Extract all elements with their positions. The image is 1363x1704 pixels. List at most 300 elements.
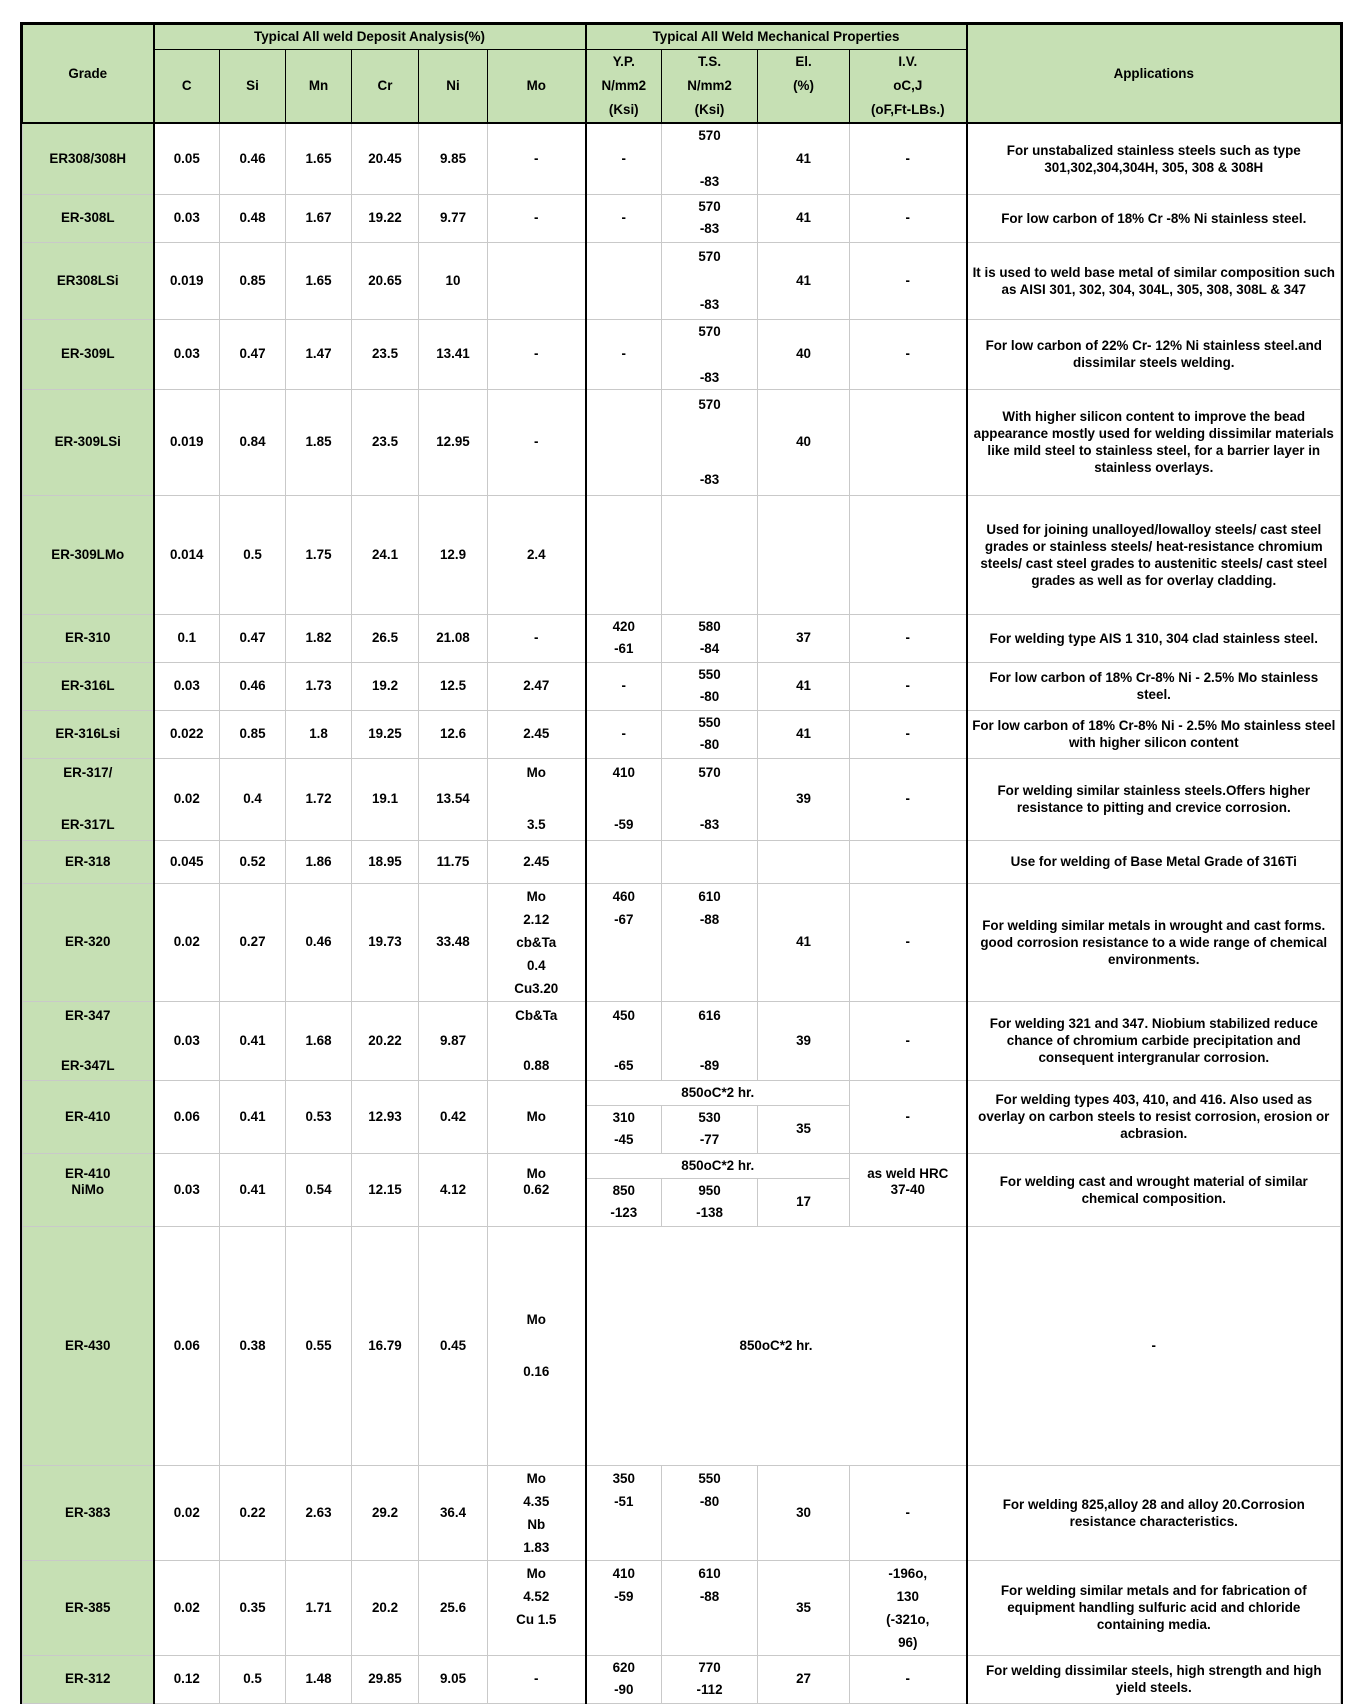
cell-iv: - [850,319,967,389]
cell-iv: - [850,883,967,1001]
cell-iv: - [850,614,967,662]
cell-ts-line [664,954,755,977]
grade-cell-line: ER-317L [60,817,115,832]
table-row [23,123,1341,194]
cell-mo: - [488,123,586,194]
cell-mn: 1.72 [286,758,352,840]
cell-ts-line: 570 [698,248,721,264]
cell-si: 0.47 [220,319,286,389]
application-cell: For welding cast and wrought material of similar chemical composition. [967,1153,1341,1226]
application-cell: For unstabalized stainless steels such as type 301,302,304,304H, 305, 308 & 308H [967,123,1341,194]
cell-ts-line: 616 [698,1008,721,1023]
grade-cell-line [25,786,151,812]
grade-cell: ER-309LMo [23,495,154,614]
cell-ni: 9.77 [419,194,488,242]
cell-si: 0.35 [220,1560,286,1655]
cell-yp [586,1465,662,1560]
cell-mn: 1.82 [286,614,352,662]
cell-iv: - [850,194,967,242]
cell-cr: 20.45 [352,123,419,194]
cell-yp-line: -90 [614,1682,634,1697]
cell-si: 0.85 [220,242,286,319]
grade-cell: ER-308L [23,194,154,242]
cell-el: 37 [758,614,850,662]
cell-cr: 26.5 [352,614,419,662]
cell-mo-line: 3.5 [526,817,546,832]
cell-yp-line: -123 [610,1205,638,1220]
weld-properties-table [22,24,1341,1704]
cell-ts [662,1178,758,1226]
cell-yp-line: 420 [612,619,635,634]
cell-yp-line: 350 [612,1470,635,1486]
cell-yp [586,883,662,1001]
header-si: Si [220,50,286,124]
cell-c: 0.019 [154,242,220,319]
cell-mo: - [488,194,586,242]
cell-mn: 1.85 [286,389,352,495]
grade-cell: ER-383 [23,1465,154,1560]
cell-mo-line: Mo [526,1470,546,1486]
cell-mo-line: Cb&Ta [515,1008,558,1023]
cell-mo-line: 0.4 [526,957,546,973]
cell-mn: 0.54 [286,1153,352,1226]
cell-yp-line: -61 [614,641,634,656]
cell-ts-line: -80 [699,689,720,704]
cell-cr: 29.85 [352,1655,419,1703]
cell-iv-line: -196o, [888,1565,928,1581]
cell-c: 0.03 [154,194,220,242]
header-el-label: El. [795,54,812,69]
cell-mn: 1.65 [286,242,352,319]
grade-cell [23,1001,154,1080]
cell-ts [662,389,758,495]
cell-ts-line: -80 [699,1493,720,1509]
cell-c: 0.1 [154,614,220,662]
cell-c: 0.05 [154,123,220,194]
cell-iv-line: 37-40 [890,1181,925,1197]
cell-mn: 0.53 [286,1080,352,1153]
cell-c: 0.03 [154,319,220,389]
table-row [23,840,1341,883]
cell-si: 0.4 [220,758,286,840]
grade-cell: ER-316Lsi [23,710,154,758]
cell-el: 39 [758,1001,850,1080]
cell-ts [662,1655,758,1703]
cell-el: 41 [758,123,850,194]
application-cell: For welding 321 and 347. Niobium stabilized reduce chance of chromium carbide precipitation and consequent intergranular corrosion. [967,1001,1341,1080]
cell-ni: 10 [419,242,488,319]
cell-yp [586,1655,662,1703]
cell-ts-line [664,343,755,366]
header-iv-fahrenheit: (oF,Ft-LBs.) [870,102,945,117]
cell-cr: 19.2 [352,662,419,710]
cell-mo-line [490,1028,583,1053]
cell-mo-line [490,1198,583,1214]
cell-iv: - [850,1465,967,1560]
header-yp [586,50,662,75]
cell-ts-line: -83 [699,472,720,487]
table-row [23,758,1341,840]
cell-c: 0.03 [154,1153,220,1226]
cell-ni: 9.05 [419,1655,488,1703]
cell-mn: 0.46 [286,883,352,1001]
grade-cell: ER-309LSi [23,389,154,495]
cell-yp: - [586,710,662,758]
cell-ts [662,758,758,840]
cell-ts-line: 550 [698,1470,721,1486]
cell-yp-line: 410 [612,765,635,780]
cell-el: 39 [758,758,850,840]
grade-cell-line [25,1198,151,1214]
cell-yp [586,1105,662,1153]
application-cell: For welding types 403, 410, and 416. Also used as overlay on carbon steels to resist corrosion, erosion or acbrasion. [967,1080,1341,1153]
cell-mo [488,1153,586,1226]
grade-cell-line: ER-317/ [63,765,113,780]
table-row [23,710,1341,758]
grade-cell-line: ER-410 [65,1165,111,1181]
cell-mo: 2.45 [488,710,586,758]
cell-ni: 9.87 [419,1001,488,1080]
cell-cr: 19.73 [352,883,419,1001]
cell-mo-line: Cu 1.5 [516,1611,557,1627]
cell-mo-line: Mo [526,1165,546,1181]
cell-ts-line: 610 [698,1565,721,1581]
header-cr: Cr [352,50,419,124]
cell-cr: 12.15 [352,1153,419,1226]
cell-ni: 12.9 [419,495,488,614]
grade-cell-line: NiMo [71,1181,105,1197]
cell-ts-line: 770 [698,1660,721,1675]
cell-c: 0.03 [154,662,220,710]
cell-mn: 1.86 [286,840,352,883]
cell-mn: 1.67 [286,194,352,242]
cell-mn: 2.63 [286,1465,352,1560]
cell-si: 0.46 [220,662,286,710]
cell-si: 0.22 [220,1465,286,1560]
cell-iv: - [850,1080,967,1153]
header-applications: Applications [967,25,1341,124]
header-iv-label: I.V. [898,54,918,69]
grade-cell: ER-385 [23,1560,154,1655]
cell-cr: 19.22 [352,194,419,242]
cell-ts-line [664,786,755,812]
cell-mo [488,1465,586,1560]
cell-yp-line [589,786,660,812]
cell-c: 0.014 [154,495,220,614]
cell-yp [586,1178,662,1226]
header-mn: Mn [286,50,352,124]
cell-ts-line: -83 [699,296,720,312]
cell-yp-line: 410 [612,1565,635,1581]
cell-el: 41 [758,242,850,319]
cell-iv-line: as weld HRC [867,1165,949,1181]
cell-ts [662,1465,758,1560]
cell-mo-line: 4.52 [523,1588,550,1604]
cell-mo-line: Mo [526,1311,546,1327]
cell-ni: 36.4 [419,1465,488,1560]
table-row [23,1226,1341,1465]
cell-ts-line: 570 [698,128,721,144]
table-row [23,883,1341,1001]
grade-cell-line: ER-347 [65,1008,111,1023]
cell-el: 41 [758,883,850,1001]
cell-el: 40 [758,389,850,495]
cell-cr: 23.5 [352,319,419,389]
cell-si: 0.27 [220,883,286,1001]
grade-cell: ER-318 [23,840,154,883]
grade-cell: ER308LSi [23,242,154,319]
cell-ni: 33.48 [419,883,488,1001]
cell-mo-line [490,786,583,812]
cell-ts-line [664,417,755,442]
cell-el: 27 [758,1655,850,1703]
cell-yp-line [589,977,660,1000]
cell-iv: - [850,710,967,758]
table-row [23,614,1341,662]
cell-cr: 20.2 [352,1560,419,1655]
cell-ts [662,123,758,194]
cell-mo [488,1560,586,1655]
cell-el [758,840,850,883]
cell-mo [488,1001,586,1080]
cell-iv: - [850,123,967,194]
cell-ts-line: -138 [696,1205,723,1220]
cell-el: 41 [758,662,850,710]
table-row [23,1465,1341,1560]
cell-yp-line: 850 [612,1183,635,1198]
cell-si: 0.5 [220,1655,286,1703]
cell-c: 0.02 [154,883,220,1001]
cell-ts [662,194,758,242]
cell-iv-line: 130 [896,1588,919,1604]
table-body [23,123,1341,1703]
cell-yp [586,840,662,883]
application-cell: For welding 825,alloy 28 and alloy 20.Corrosion resistance characteristics. [967,1465,1341,1560]
header-yp-units [586,74,662,123]
cell-ts-line [664,442,755,467]
cell-ts-line: -77 [699,1132,720,1147]
cell-mo: - [488,1655,586,1703]
table-row [23,662,1341,710]
application-cell: With higher silicon content to improve the bead appearance mostly used for welding dissimilar materials like mild steel to stainless steel, for a barrier layer in stainless overlays. [967,389,1341,495]
heat-treatment-cell: 850oC*2 hr. [586,1153,850,1178]
cell-mo-line: 0.16 [523,1363,550,1379]
cell-ts-line: -80 [699,737,720,752]
cell-mo: 2.45 [488,840,586,883]
application-cell: Used for joining unalloyed/lowalloy steels/ cast steel grades or stainless steels/ heat-resistance chromium steels/ cast steel grades to austenitic steels/ cast steel grades as well as for overlay cladding. [967,495,1341,614]
cell-mo-line: 0.88 [523,1058,550,1073]
cell-mo: - [488,614,586,662]
cell-mo-line: Nb [527,1516,546,1532]
cell-ts-line [664,1028,755,1053]
cell-ts [662,662,758,710]
cell-ts [662,1001,758,1080]
cell-mo-line: Mo [526,765,546,780]
cell-cr: 18.95 [352,840,419,883]
header-ts-unit: N/mm2 [687,78,732,93]
cell-iv: - [967,1226,1341,1465]
header-iv [850,50,967,75]
table-header [23,25,1341,124]
cell-yp [586,389,662,495]
cell-cr: 23.5 [352,389,419,495]
cell-cr: 16.79 [352,1226,419,1465]
header-ts-ksi: (Ksi) [694,102,725,117]
application-cell: For welding dissimilar steels, high strength and high yield steels. [967,1655,1341,1703]
cell-mn: 1.73 [286,662,352,710]
cell-mn: 1.65 [286,123,352,194]
cell-cr: 12.93 [352,1080,419,1153]
cell-si: 0.41 [220,1153,286,1226]
application-cell: It is used to weld base metal of similar composition such as AISI 301, 302, 304, 304L, 305, 308, 308L & 347 [967,242,1341,319]
cell-mo-line: 1.83 [523,1539,550,1555]
cell-yp-line: -59 [614,1588,634,1604]
cell-cr: 19.25 [352,710,419,758]
cell-iv [850,495,967,614]
table-row [23,194,1341,242]
cell-yp: - [586,123,662,194]
cell-ts-line [664,147,755,170]
cell-ni: 9.85 [419,123,488,194]
application-cell: For low carbon of 22% Cr- 12% Ni stainless steel.and dissimilar steels welding. [967,319,1341,389]
cell-iv-line: (-321o, [886,1611,930,1627]
cell-ts-line [664,977,755,1000]
cell-yp-line: 620 [612,1660,635,1675]
cell-mo [488,1226,586,1465]
cell-c: 0.02 [154,1465,220,1560]
grade-cell-line: ER-347L [60,1058,115,1073]
grade-cell: ER-312 [23,1655,154,1703]
header-ts-units [662,74,758,123]
cell-mo-line: Mo [526,888,546,904]
cell-ts-line: -112 [696,1682,723,1697]
cell-c: 0.019 [154,389,220,495]
cell-mn: 1.8 [286,710,352,758]
cell-yp [586,758,662,840]
cell-iv: - [850,1001,967,1080]
cell-ni: 25.6 [419,1560,488,1655]
table-row [23,495,1341,614]
header-ts [662,50,758,75]
cell-ni: 0.42 [419,1080,488,1153]
grade-cell: ER308/308H [23,123,154,194]
cell-el: 41 [758,710,850,758]
cell-mo: Mo [488,1080,586,1153]
header-mech-group: Typical All Weld Mechanical Properties [586,25,967,50]
cell-yp-line [589,1513,660,1536]
cell-iv [850,1560,967,1655]
cell-ts-line: -83 [699,221,720,236]
cell-iv: - [850,758,967,840]
grade-cell: ER-410 [23,1080,154,1153]
cell-yp [586,1560,662,1655]
heat-treatment-cell: 850oC*2 hr. [586,1080,850,1105]
cell-ts [662,1560,758,1655]
cell-ni: 12.95 [419,389,488,495]
cell-cr: 29.2 [352,1465,419,1560]
grade-cell [23,1153,154,1226]
cell-yp-line: -65 [614,1058,634,1073]
cell-yp-line: -59 [614,817,634,832]
cell-ni: 4.12 [419,1153,488,1226]
cell-ts [662,319,758,389]
cell-mo [488,883,586,1001]
cell-ts-line [664,269,755,293]
cell-si: 0.38 [220,1226,286,1465]
application-cell: For welding type AIS 1 310, 304 clad stainless steel. [967,614,1341,662]
cell-ts-line: -83 [699,817,720,832]
cell-si: 0.41 [220,1001,286,1080]
cell-el: 35 [758,1105,850,1153]
cell-iv-line [852,1198,964,1214]
cell-mo-line: cb&Ta [516,934,557,950]
grade-cell-line [25,1028,151,1053]
table-row [23,1153,1341,1178]
cell-mo-line: 0.62 [523,1181,550,1197]
grade-cell: ER-320 [23,883,154,1001]
cell-ni: 13.54 [419,758,488,840]
cell-yp [586,495,662,614]
cell-yp-line: 450 [612,1008,635,1023]
cell-yp [586,614,662,662]
cell-ts-line [664,1536,755,1559]
cell-yp [586,242,662,319]
cell-ts-line [664,1608,755,1631]
table-row [23,1560,1341,1655]
cell-mo-line: Mo [526,1565,546,1581]
cell-yp-line: -51 [614,1493,634,1509]
table-row [23,1080,1341,1105]
cell-iv-line: 96) [898,1634,918,1650]
cell-el: 35 [758,1560,850,1655]
table-row [23,242,1341,319]
cell-mo: 2.47 [488,662,586,710]
header-yp-label: Y.P. [612,54,635,69]
cell-mo [488,758,586,840]
table-row [23,1655,1341,1703]
cell-ts [662,614,758,662]
cell-yp-line [589,1631,660,1654]
cell-ts [662,1105,758,1153]
application-cell: For welding similar metals in wrought and cast forms. good corrosion resistance to a wide range of chemical environments. [967,883,1341,1001]
application-cell: For welding similar stainless steels.Offers higher resistance to pitting and crevice corrosion. [967,758,1341,840]
cell-ts-line: -88 [699,1588,720,1604]
cell-si: 0.41 [220,1080,286,1153]
cell-c: 0.02 [154,758,220,840]
cell-ni: 11.75 [419,840,488,883]
table-row [23,389,1341,495]
cell-ts-line: 950 [698,1183,721,1198]
table-row [23,1001,1341,1080]
application-cell: For low carbon of 18% Cr-8% Ni - 2.5% Mo stainless steel with higher silicon content [967,710,1341,758]
cell-mo-line [490,1333,583,1359]
cell-si: 0.48 [220,194,286,242]
cell-c: 0.06 [154,1226,220,1465]
cell-iv [850,1153,967,1226]
application-cell: For welding similar metals and for fabrication of equipment handling sulfuric acid and chloride containing media. [967,1560,1341,1655]
cell-ts-line: 530 [698,1110,721,1125]
cell-mo: 2.4 [488,495,586,614]
cell-mn: 1.47 [286,319,352,389]
cell-mo: - [488,389,586,495]
grade-cell [23,758,154,840]
cell-si: 0.5 [220,495,286,614]
cell-cr: 24.1 [352,495,419,614]
heat-treatment-cell: 850oC*2 hr. [586,1226,967,1465]
header-ni: Ni [419,50,488,124]
header-iv-unit: oC,J [893,78,923,93]
grade-cell: ER-316L [23,662,154,710]
